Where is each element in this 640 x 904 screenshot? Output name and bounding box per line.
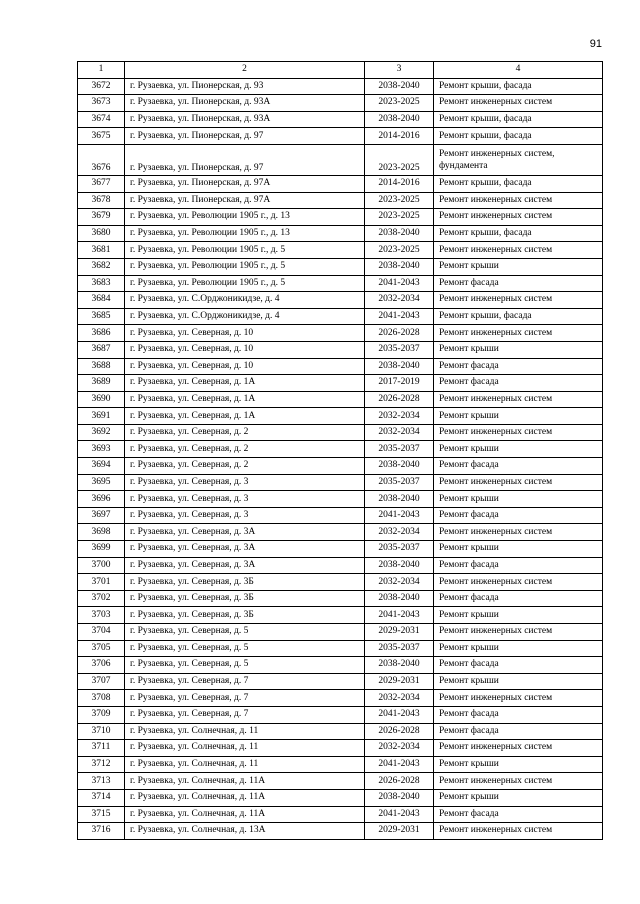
period-cell: 2035-2037	[365, 640, 434, 657]
work-type-cell: Ремонт крыши, фасада	[434, 78, 603, 95]
row-number-cell: 3674	[78, 111, 125, 128]
period-cell: 2041-2043	[365, 275, 434, 292]
work-type-cell: Ремонт крыши	[434, 541, 603, 558]
table-row	[78, 474, 603, 491]
address-cell: г. Рузаевка, ул. Северная, д. 2	[125, 458, 365, 475]
address-cell: г. Рузаевка, ул. Солнечная, д. 11	[125, 756, 365, 773]
address-cell: г. Рузаевка, ул. Северная, д. 7	[125, 673, 365, 690]
row-number-cell: 3709	[78, 706, 125, 723]
row-number-cell: 3689	[78, 375, 125, 392]
work-type-cell: Ремонт инженерных систем	[434, 95, 603, 112]
row-number-cell: 3678	[78, 192, 125, 209]
period-cell: 2038-2040	[365, 557, 434, 574]
period-cell: 2032-2034	[365, 690, 434, 707]
work-type-cell: Ремонт крыши	[434, 258, 603, 275]
work-type-cell: Ремонт фасада	[434, 806, 603, 823]
row-number-cell: 3681	[78, 242, 125, 259]
address-cell: г. Рузаевка, ул. Северная, д. 10	[125, 358, 365, 375]
table-row	[78, 391, 603, 408]
row-number-cell: 3676	[78, 144, 125, 175]
address-cell: г. Рузаевка, ул. Пионерская, д. 97	[125, 128, 365, 145]
table-row	[78, 574, 603, 591]
work-type-cell: Ремонт фасада	[434, 590, 603, 607]
work-type-cell: Ремонт инженерных систем	[434, 773, 603, 790]
row-number-cell: 3710	[78, 723, 125, 740]
address-cell: г. Рузаевка, ул. Революции 1905 г., д. 13	[125, 209, 365, 226]
table-row	[78, 458, 603, 475]
column-header: 4	[434, 62, 603, 79]
table-row	[78, 308, 603, 325]
work-type-cell: Ремонт инженерных систем	[434, 574, 603, 591]
work-type-cell: Ремонт фасада	[434, 507, 603, 524]
address-cell: г. Рузаевка, ул. Северная, д. 3	[125, 491, 365, 508]
address-cell: г. Рузаевка, ул. Солнечная, д. 11	[125, 740, 365, 757]
address-cell: г. Рузаевка, ул. Северная, д. 5	[125, 657, 365, 674]
table-row	[78, 723, 603, 740]
period-cell: 2041-2043	[365, 806, 434, 823]
work-type-cell: Ремонт крыши, фасада	[434, 128, 603, 145]
work-type-cell: Ремонт крыши	[434, 640, 603, 657]
work-type-cell: Ремонт фасада	[434, 375, 603, 392]
row-number-cell: 3672	[78, 78, 125, 95]
address-cell: г. Рузаевка, ул. Солнечная, д. 11А	[125, 773, 365, 790]
row-number-cell: 3702	[78, 590, 125, 607]
period-cell: 2038-2040	[365, 111, 434, 128]
table-row	[78, 258, 603, 275]
address-cell: г. Рузаевка, ул. С.Орджоникидзе, д. 4	[125, 292, 365, 309]
period-cell: 2041-2043	[365, 607, 434, 624]
row-number-cell: 3690	[78, 391, 125, 408]
period-cell: 2041-2043	[365, 507, 434, 524]
row-number-cell: 3716	[78, 823, 125, 840]
period-cell: 2023-2025	[365, 242, 434, 259]
period-cell: 2038-2040	[365, 78, 434, 95]
period-cell: 2038-2040	[365, 358, 434, 375]
table-row	[78, 242, 603, 259]
period-cell: 2038-2040	[365, 789, 434, 806]
address-cell: г. Рузаевка, ул. Революции 1905 г., д. 5	[125, 275, 365, 292]
work-type-cell: Ремонт инженерных систем	[434, 209, 603, 226]
row-number-cell: 3683	[78, 275, 125, 292]
row-number-cell: 3673	[78, 95, 125, 112]
work-type-cell: Ремонт крыши	[434, 789, 603, 806]
work-type-cell: Ремонт крыши	[434, 491, 603, 508]
row-number-cell: 3713	[78, 773, 125, 790]
table-row	[78, 408, 603, 425]
row-number-cell: 3705	[78, 640, 125, 657]
work-type-cell: Ремонт инженерных систем	[434, 242, 603, 259]
period-cell: 2038-2040	[365, 225, 434, 242]
period-cell: 2041-2043	[365, 756, 434, 773]
row-number-cell: 3685	[78, 308, 125, 325]
column-header: 2	[125, 62, 365, 79]
period-cell: 2038-2040	[365, 491, 434, 508]
table-row	[78, 358, 603, 375]
period-cell: 2035-2037	[365, 474, 434, 491]
address-cell: г. Рузаевка, ул. Пионерская, д. 97А	[125, 175, 365, 192]
address-cell: г. Рузаевка, ул. Северная, д. 1А	[125, 408, 365, 425]
address-cell: г. Рузаевка, ул. Северная, д. 1А	[125, 391, 365, 408]
period-cell: 2023-2025	[365, 192, 434, 209]
work-type-cell: Ремонт фасада	[434, 458, 603, 475]
row-number-cell: 3703	[78, 607, 125, 624]
row-number-cell: 3677	[78, 175, 125, 192]
address-cell: г. Рузаевка, ул. Северная, д. 10	[125, 341, 365, 358]
work-type-cell: Ремонт фасада	[434, 557, 603, 574]
row-number-cell: 3700	[78, 557, 125, 574]
period-cell: 2038-2040	[365, 657, 434, 674]
address-cell: г. Рузаевка, ул. Северная, д. 10	[125, 325, 365, 342]
period-cell: 2023-2025	[365, 209, 434, 226]
address-cell: г. Рузаевка, ул. Северная, д. 3А	[125, 524, 365, 541]
work-type-cell: Ремонт крыши, фасада	[434, 308, 603, 325]
work-type-cell: Ремонт инженерных систем	[434, 391, 603, 408]
period-cell: 2029-2031	[365, 823, 434, 840]
row-number-cell: 3712	[78, 756, 125, 773]
row-number-cell: 3697	[78, 507, 125, 524]
row-number-cell: 3711	[78, 740, 125, 757]
address-cell: г. Рузаевка, ул. Северная, д. 3А	[125, 557, 365, 574]
row-number-cell: 3675	[78, 128, 125, 145]
table-row	[78, 657, 603, 674]
table-row	[78, 823, 603, 840]
row-number-cell: 3691	[78, 408, 125, 425]
period-cell: 2017-2019	[365, 375, 434, 392]
table-row	[78, 341, 603, 358]
period-cell: 2026-2028	[365, 391, 434, 408]
period-cell: 2026-2028	[365, 773, 434, 790]
table-row	[78, 491, 603, 508]
row-number-cell: 3695	[78, 474, 125, 491]
address-cell: г. Рузаевка, ул. С.Орджоникидзе, д. 4	[125, 308, 365, 325]
period-cell: 2038-2040	[365, 458, 434, 475]
table-row	[78, 740, 603, 757]
address-cell: г. Рузаевка, ул. Пионерская, д. 93	[125, 78, 365, 95]
work-type-cell: Ремонт инженерных систем	[434, 524, 603, 541]
period-cell: 2023-2025	[365, 95, 434, 112]
address-cell: г. Рузаевка, ул. Северная, д. 3Б	[125, 590, 365, 607]
work-type-cell: Ремонт крыши	[434, 756, 603, 773]
table-row	[78, 441, 603, 458]
table-row	[78, 424, 603, 441]
row-number-cell: 3715	[78, 806, 125, 823]
work-type-cell: Ремонт крыши	[434, 408, 603, 425]
period-cell: 2026-2028	[365, 723, 434, 740]
address-cell: г. Рузаевка, ул. Пионерская, д. 97А	[125, 192, 365, 209]
row-number-cell: 3682	[78, 258, 125, 275]
work-type-cell: Ремонт инженерных систем, фундамента	[434, 144, 603, 175]
row-number-cell: 3684	[78, 292, 125, 309]
row-number-cell: 3686	[78, 325, 125, 342]
table-row	[78, 607, 603, 624]
row-number-cell: 3699	[78, 541, 125, 558]
address-cell: г. Рузаевка, ул. Северная, д. 2	[125, 441, 365, 458]
table-row	[78, 375, 603, 392]
work-type-cell: Ремонт фасада	[434, 657, 603, 674]
period-cell: 2023-2025	[365, 144, 434, 175]
table-row	[78, 673, 603, 690]
address-cell: г. Рузаевка, ул. Северная, д. 5	[125, 624, 365, 641]
row-number-cell: 3679	[78, 209, 125, 226]
table-row	[78, 557, 603, 574]
row-number-cell: 3688	[78, 358, 125, 375]
row-number-cell: 3714	[78, 789, 125, 806]
period-cell: 2014-2016	[365, 128, 434, 145]
work-type-cell: Ремонт крыши	[434, 607, 603, 624]
table-row	[78, 144, 603, 175]
work-type-cell: Ремонт крыши, фасада	[434, 175, 603, 192]
page-number: 91	[589, 38, 602, 50]
row-number-cell: 3693	[78, 441, 125, 458]
row-number-cell: 3701	[78, 574, 125, 591]
address-cell: г. Рузаевка, ул. Северная, д. 3А	[125, 541, 365, 558]
row-number-cell: 3704	[78, 624, 125, 641]
table-row	[78, 624, 603, 641]
work-type-cell: Ремонт инженерных систем	[434, 474, 603, 491]
table-row	[78, 192, 603, 209]
table-row	[78, 541, 603, 558]
column-header: 3	[365, 62, 434, 79]
address-cell: г. Рузаевка, ул. Северная, д. 5	[125, 640, 365, 657]
address-cell: г. Рузаевка, ул. Северная, д. 3Б	[125, 607, 365, 624]
repair-schedule-table	[77, 61, 603, 840]
table-row	[78, 706, 603, 723]
address-cell: г. Рузаевка, ул. Солнечная, д. 11А	[125, 789, 365, 806]
table-row	[78, 175, 603, 192]
work-type-cell: Ремонт фасада	[434, 275, 603, 292]
column-header: 1	[78, 62, 125, 79]
table-row	[78, 95, 603, 112]
work-type-cell: Ремонт инженерных систем	[434, 292, 603, 309]
period-cell: 2029-2031	[365, 673, 434, 690]
period-cell: 2014-2016	[365, 175, 434, 192]
period-cell: 2035-2037	[365, 341, 434, 358]
period-cell: 2041-2043	[365, 706, 434, 723]
row-number-cell: 3708	[78, 690, 125, 707]
table-row	[78, 590, 603, 607]
period-cell: 2032-2034	[365, 574, 434, 591]
work-type-cell: Ремонт инженерных систем	[434, 690, 603, 707]
work-type-cell: Ремонт крыши	[434, 673, 603, 690]
work-type-cell: Ремонт фасада	[434, 706, 603, 723]
table-row	[78, 789, 603, 806]
address-cell: г. Рузаевка, ул. Революции 1905 г., д. 5	[125, 242, 365, 259]
address-cell: г. Рузаевка, ул. Северная, д. 7	[125, 690, 365, 707]
work-type-cell: Ремонт фасада	[434, 723, 603, 740]
table-row	[78, 690, 603, 707]
table-row	[78, 128, 603, 145]
table-header-row	[78, 62, 603, 79]
table-row	[78, 806, 603, 823]
work-type-cell: Ремонт инженерных систем	[434, 624, 603, 641]
period-cell: 2026-2028	[365, 325, 434, 342]
address-cell: г. Рузаевка, ул. Северная, д. 1А	[125, 375, 365, 392]
period-cell: 2041-2043	[365, 308, 434, 325]
row-number-cell: 3698	[78, 524, 125, 541]
table-row	[78, 640, 603, 657]
period-cell: 2035-2037	[365, 541, 434, 558]
period-cell: 2029-2031	[365, 624, 434, 641]
table-row	[78, 507, 603, 524]
table-row	[78, 275, 603, 292]
table-row	[78, 225, 603, 242]
row-number-cell: 3696	[78, 491, 125, 508]
address-cell: г. Рузаевка, ул. Северная, д. 7	[125, 706, 365, 723]
work-type-cell: Ремонт крыши, фасада	[434, 225, 603, 242]
work-type-cell: Ремонт крыши	[434, 341, 603, 358]
period-cell: 2032-2034	[365, 292, 434, 309]
work-type-cell: Ремонт инженерных систем	[434, 325, 603, 342]
period-cell: 2035-2037	[365, 441, 434, 458]
work-type-cell: Ремонт крыши	[434, 441, 603, 458]
address-cell: г. Рузаевка, ул. Солнечная, д. 11	[125, 723, 365, 740]
row-number-cell: 3692	[78, 424, 125, 441]
period-cell: 2038-2040	[365, 258, 434, 275]
work-type-cell: Ремонт инженерных систем	[434, 823, 603, 840]
table-row	[78, 773, 603, 790]
row-number-cell: 3706	[78, 657, 125, 674]
table-row	[78, 292, 603, 309]
address-cell: г. Рузаевка, ул. Северная, д. 3	[125, 474, 365, 491]
table-row	[78, 111, 603, 128]
row-number-cell: 3687	[78, 341, 125, 358]
work-type-cell: Ремонт инженерных систем	[434, 424, 603, 441]
period-cell: 2032-2034	[365, 408, 434, 425]
row-number-cell: 3707	[78, 673, 125, 690]
table-row	[78, 756, 603, 773]
address-cell: г. Рузаевка, ул. Солнечная, д. 13А	[125, 823, 365, 840]
period-cell: 2032-2034	[365, 740, 434, 757]
period-cell: 2032-2034	[365, 524, 434, 541]
address-cell: г. Рузаевка, ул. Северная, д. 3Б	[125, 574, 365, 591]
address-cell: г. Рузаевка, ул. Северная, д. 3	[125, 507, 365, 524]
address-cell: г. Рузаевка, ул. Пионерская, д. 93А	[125, 111, 365, 128]
address-cell: г. Рузаевка, ул. Пионерская, д. 93А	[125, 95, 365, 112]
address-cell: г. Рузаевка, ул. Солнечная, д. 11А	[125, 806, 365, 823]
address-cell: г. Рузаевка, ул. Революции 1905 г., д. 13	[125, 225, 365, 242]
row-number-cell: 3694	[78, 458, 125, 475]
table-row	[78, 325, 603, 342]
period-cell: 2038-2040	[365, 590, 434, 607]
table-row	[78, 524, 603, 541]
work-type-cell: Ремонт инженерных систем	[434, 740, 603, 757]
table-row	[78, 209, 603, 226]
table-row	[78, 78, 603, 95]
work-type-cell: Ремонт фасада	[434, 358, 603, 375]
period-cell: 2032-2034	[365, 424, 434, 441]
address-cell: г. Рузаевка, ул. Революции 1905 г., д. 5	[125, 258, 365, 275]
address-cell: г. Рузаевка, ул. Пионерская, д. 97	[125, 144, 365, 175]
address-cell: г. Рузаевка, ул. Северная, д. 2	[125, 424, 365, 441]
row-number-cell: 3680	[78, 225, 125, 242]
work-type-cell: Ремонт крыши, фасада	[434, 111, 603, 128]
work-type-cell: Ремонт инженерных систем	[434, 192, 603, 209]
